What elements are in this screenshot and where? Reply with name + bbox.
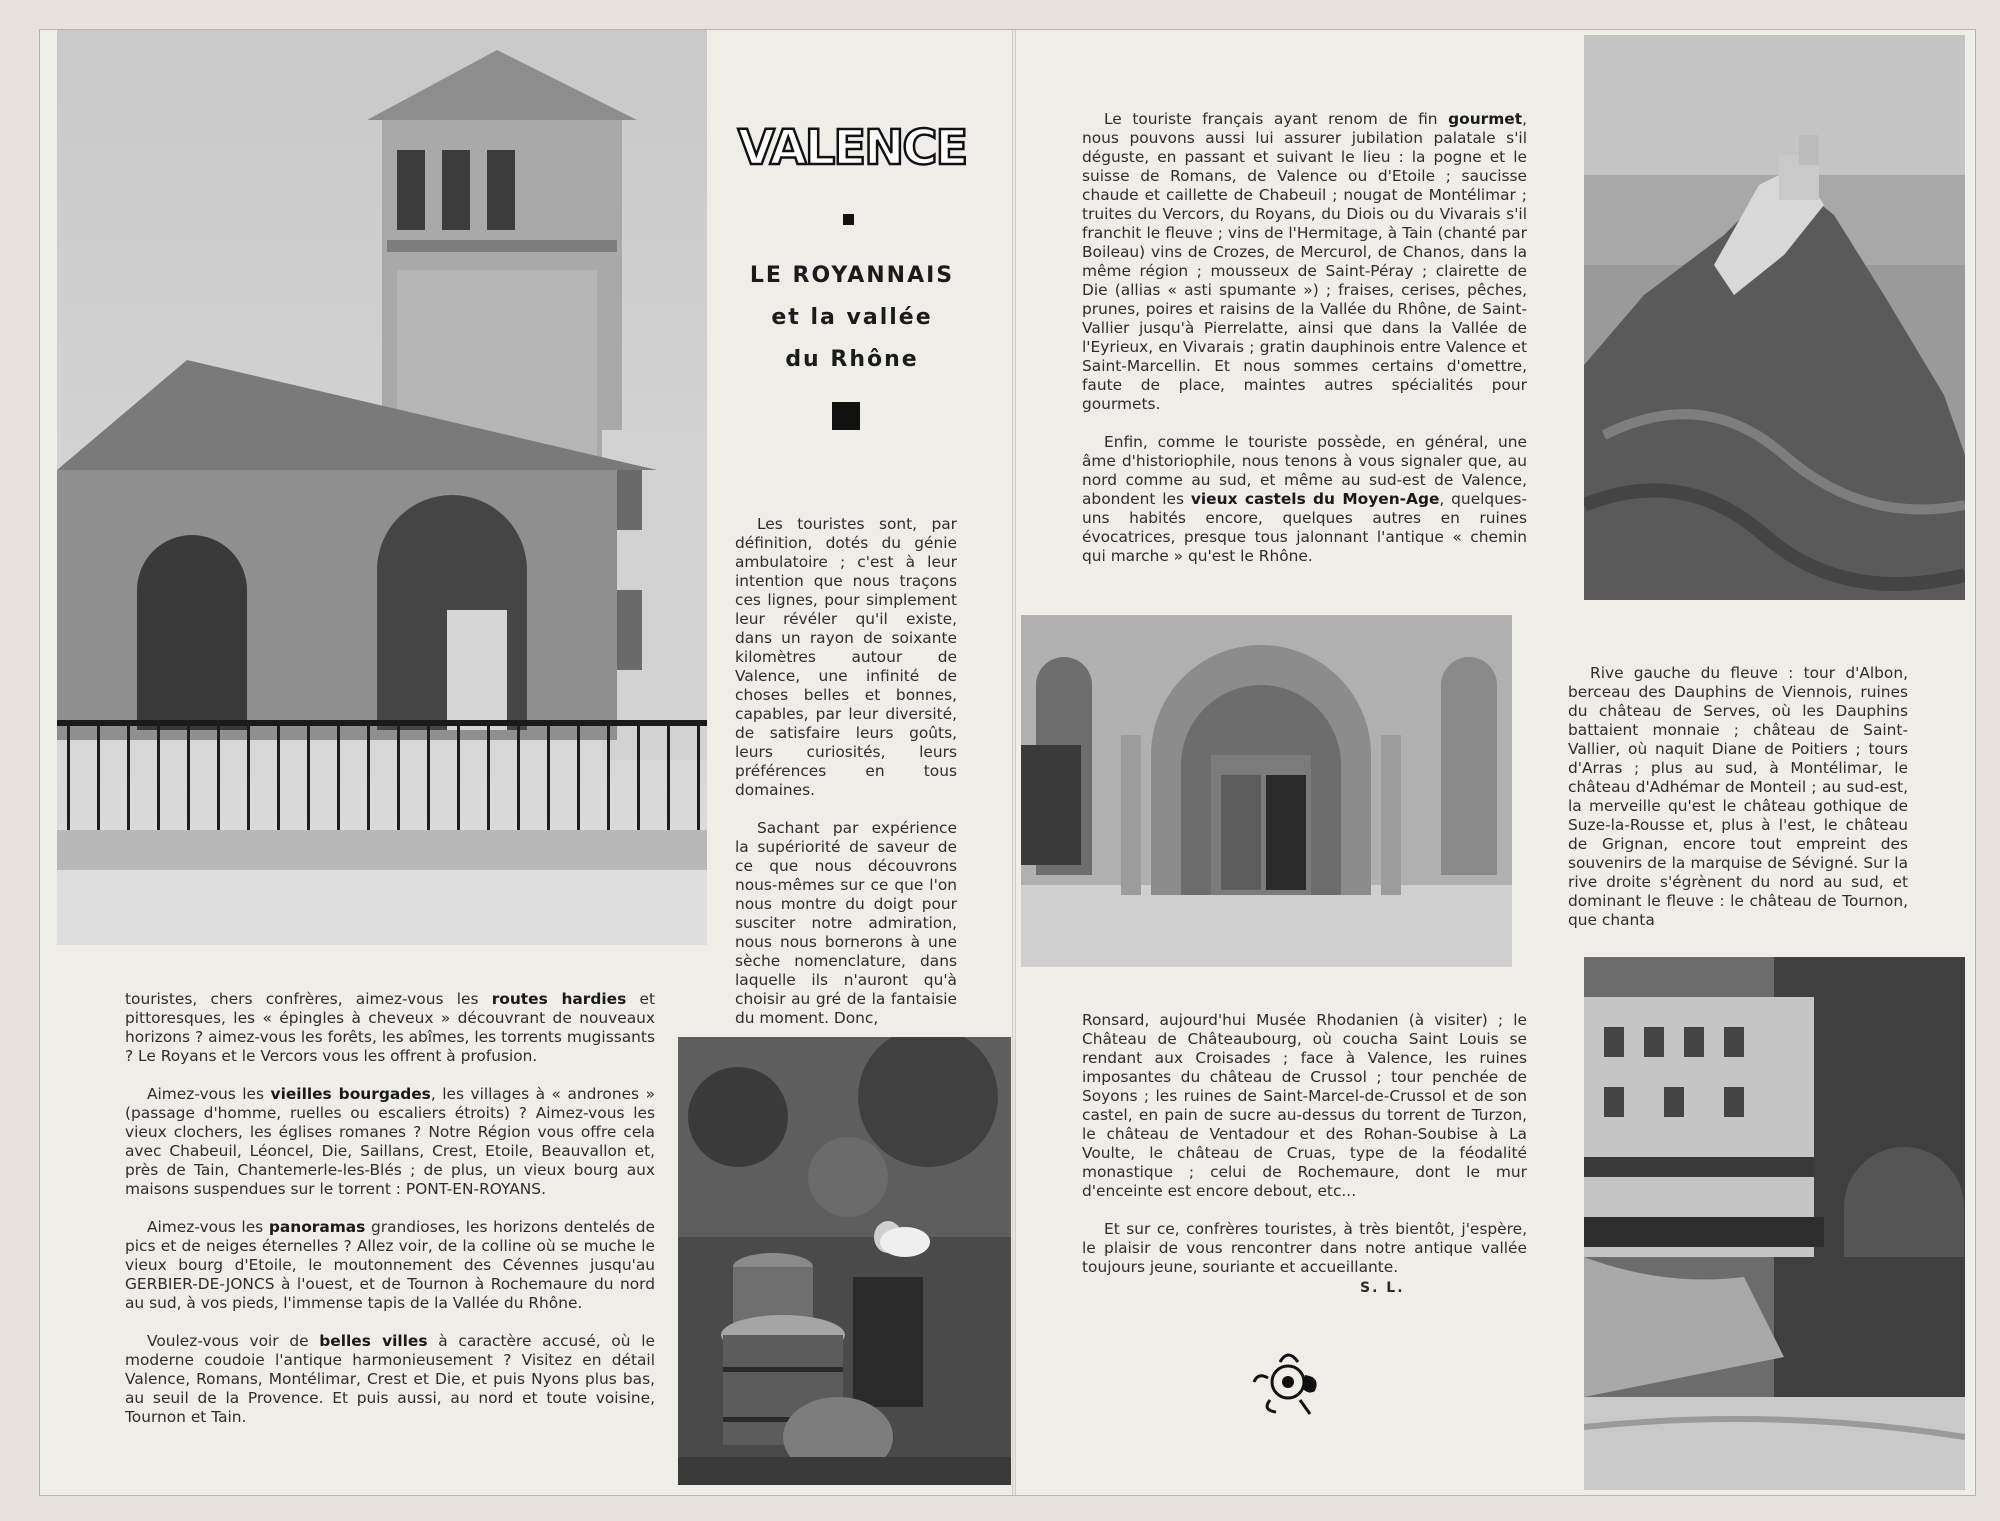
subtitle [712,255,992,381]
right-paragraph-1: Le touriste français ayant renom de fin gourmet, nous pouvons aussi lui assurer jubilation palatale s'il déguste, en passant et suivant le lieu : la pogne et le suisse de Romans, de Valence ou d'Etoile ; saucisse chaude et caillette de Chabeuil ; nougat de Montélimar ; truites du Vercors, du Royans, du Diois ou du Vivarais s'il franchit le fleuve ; vins de l'Hermitage, à Tain (chanté par Boileau) vins de Crozes, de Mercurol, de Chanos, dans la même région ; mousseux de Saint-Péray ; clairette de Die (allias « asti spumante ») ; fraises, cerises, pêches, prunes, poires et raisins de la Vallée du Rhône, de Saint-Vallier jusqu'à Pierrelatte, ainsi que dans la Vallée de l'Eyrieux, en Vivarais ; gratin dauphinois entre Valence et Saint-Marcellin. Et nous sommes certains d'omettre, faute de place, maintes autres spécialités pour gourmets. [1082,110,1527,413]
right-column-top [1082,110,1527,566]
subtitle-bullet [832,402,860,430]
left-paragraph-4: Voulez-vous voir de belles villes à caractère accusé, où le moderne coudoie l'antique harmonieusement ? Visitez en détail Valence, Romans, Montélimar, Crest et Die, et puis Nyons plus bas, au seuil de la Provence. Et puis aussi, au nord et toute voisine, Tournon et Tain. [125,1332,656,1426]
photo-castle-rock [1584,35,1965,600]
right-paragraph-2: Enfin, comme le touriste possède, en général, une âme d'historiophile, nous tenons à vous signaler que, au nord comme au sud, et même au sud-est de Valence, abondent les vieux castels du Moyen-Age, quelques-uns habités encore, quelques autres en ruines évocatrices, presque tous jalonnant l'antique « chemin qui marche » qu'est le Rhône. [1082,433,1528,565]
left-paragraph-1: touristes, chers confrères, aimez-vous les routes hardies et pittoresques, les « épingles à cheveux » découvrant de nouveaux horizons ? aimez-vous les forêts, les abîmes, les torrents mugissants ? Le Royans et le Vercors vous les offrent à profusion. [125,990,656,1065]
subtitle-line-3: du Rhône [785,347,919,372]
far-right-paragraph: Rive gauche du fleuve : tour d'Albon, berceau des Dauphins de Viennois, ruines du château de Serves, où les Dauphins battaient monnaie ; château de Saint-Vallier, où naquit Diane de Poitiers ; tours d'Arras ; plus au sud, à Montélimar, le château d'Adhémar de Monteil ; au sud-est, la merveille qu'est le château gothique de Suze-la-Rousse et, plus à l'est, le château de Grignan, encore tout empreint des souvenirs de la marquise de Sévigné. Sur la rive droite s'égrènent du nord au sud, et dominant le fleuve : le château de Tournon, que chanta [1568,664,1908,929]
photo-church-pendentif [57,30,707,945]
left-column [125,990,655,1446]
intro-paragraph-1: Les touristes sont, par définition, dotés du génie ambulatoire ; c'est à leur intention que nous traçons ces lignes, pour simplement leur révéler qu'il existe, dans un rayon de soixante kilomètres autour de Valence, une infinité de choses belles et bonnes, capables, par leur diversité, de satisfaire leurs goûts, leurs curiosités, leurs préférences en tous domaines. [735,515,957,799]
center-fold [1012,30,1016,1495]
flower-ornament-icon [1250,1340,1330,1420]
title-bullet [843,214,854,225]
intro-column [735,515,957,1028]
far-right-column [1568,664,1908,930]
photo-grape-harvest [678,1037,1011,1485]
right-column-bottom [1082,1011,1527,1296]
right-bottom-paragraph-2: Et sur ce, confrères touristes, à très bientôt, j'espère, le plaisir de vous rencontrer dans notre antique vallée toujours jeune, souriante et accueillante. [1082,1220,1527,1276]
photo-pont-en-royans [1584,957,1965,1490]
signature: S. L. [1360,1280,1405,1296]
photo-church-portal [1021,615,1512,967]
intro-paragraph-2: Sachant par expérience la supériorité de saveur de ce que nous découvrons nous-mêmes sur ce que l'on nous montre du doigt pour susciter notre admiration, nous nous bornerons à une sèche nomenclature, dans laquelle ils n'auront qu'à choisir au gré de la fantaisie du moment. Donc, [735,819,957,1027]
subtitle-line-1: LE ROYANNAIS [749,263,955,288]
subtitle-line-2: et la vallée [771,305,933,330]
left-paragraph-3: Aimez-vous les panoramas grandioses, les horizons dentelés de pics et de neiges éternelles ? Allez voir, de la colline où se muche le vieux bourg d'Etoile, le moutonnement des Cévennes jusqu'au GERBIER-DE-JONCS à l'ouest, et de Tournon à Rochemaure du nord au sud, à vos pieds, l'immense tapis de la Vallée du Rhône. [125,1218,655,1312]
left-paragraph-2: Aimez-vous les vieilles bourgades, les villages à « andrones » (passage d'homme, ruelles ou escaliers étroits) ? Aimez-vous les vieux clochers, les églises romanes ? Notre Région vous offre cela avec Chabeuil, Léoncel, Die, Saillans, Crest, Etoile, Beauvallon et, près de Tain, Chantemerle-les-Blés ; de plus, un vieux bourg aux maisons suspendues sur le torrent : PONT-EN-ROYANS. [125,1085,655,1198]
right-bottom-paragraph-1: Ronsard, aujourd'hui Musée Rhodanien (à visiter) ; le Château de Châteaubourg, où coucha Saint Louis se rendant aux Croisades ; face à Valence, les ruines imposantes du château de Crussol ; tour penchée de Soyons ; les ruines de Saint-Marcel-de-Crussol et de son castel, en pain de sucre au-dessus du torrent de Turzon, le château de Ventadour et des Rohan-Soubise à La Voulte, le château de Cruas, type de la féodalité monastique ; celui de Rochemaure, dont le mur d'enceinte est encore debout, etc... [1082,1011,1527,1200]
page-title: VALENCE [737,120,967,176]
